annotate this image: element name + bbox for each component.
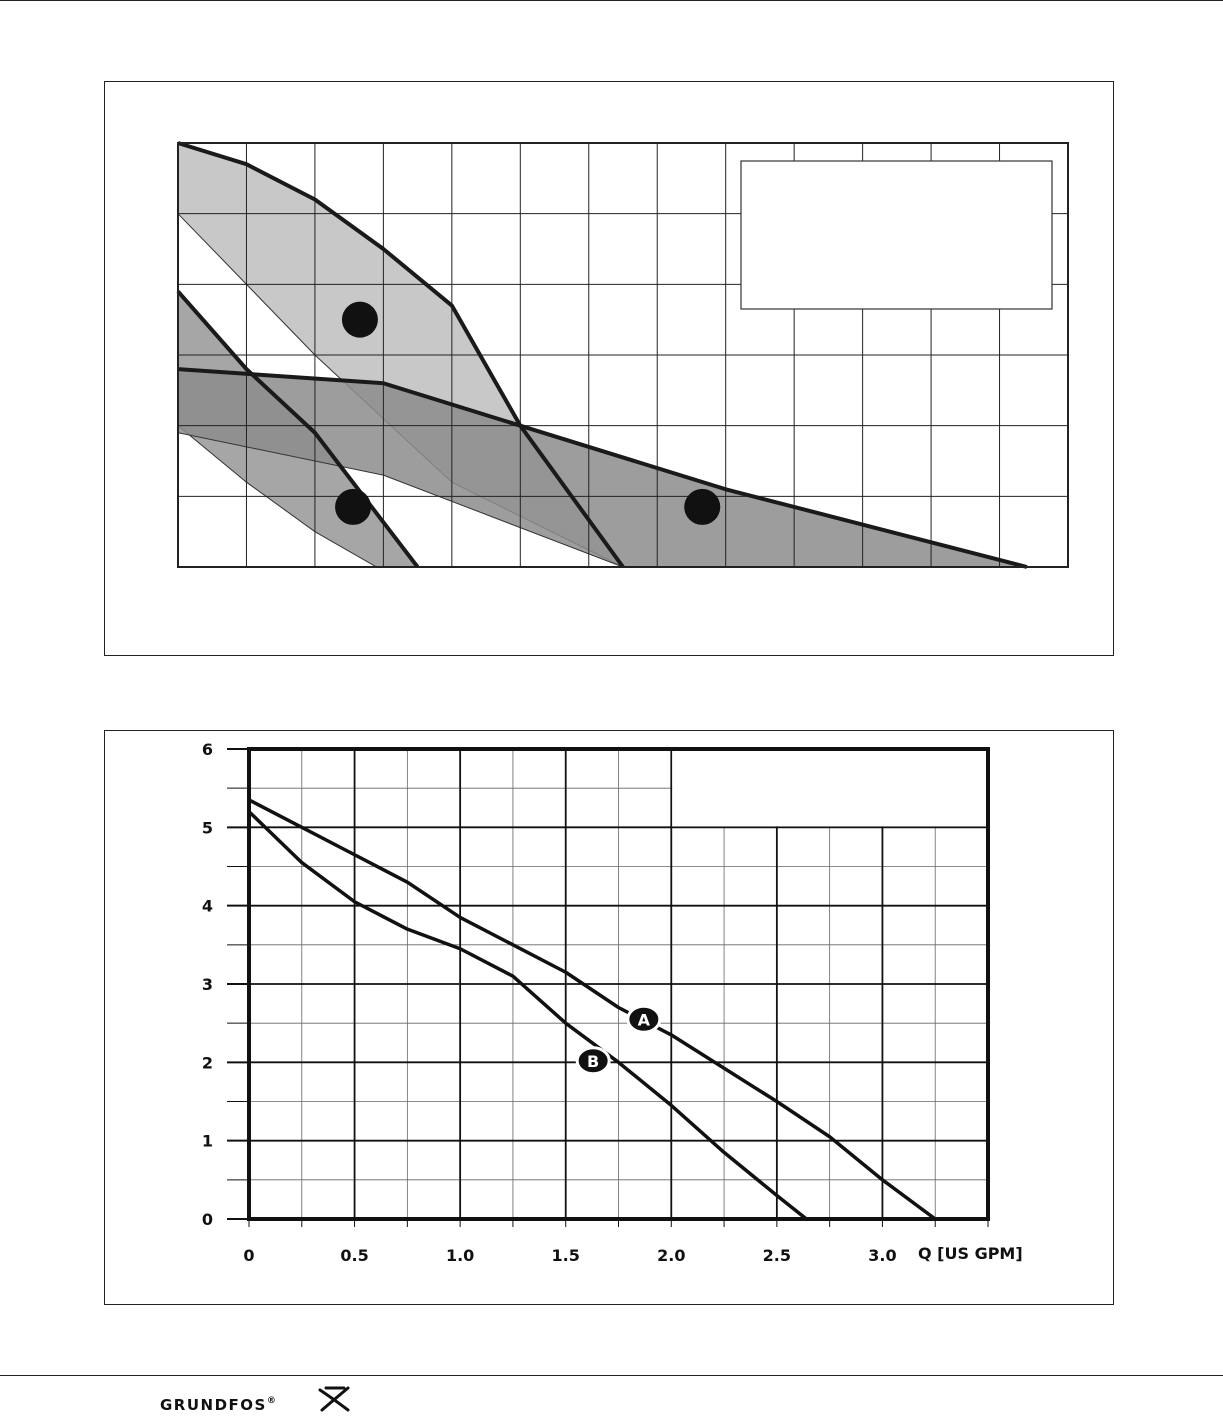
series-badge-label-B: B — [587, 1051, 600, 1071]
x-tick-label: 2.5 — [762, 1246, 792, 1265]
x-tick-label: 1.0 — [445, 1246, 475, 1265]
marker-2 — [684, 489, 720, 525]
y-tick-label: 1 — [201, 1131, 213, 1151]
grundfos-logo-icon: ® — [266, 1396, 278, 1406]
logo-text: GRUNDFOS — [160, 1396, 267, 1414]
x-tick-label: 1.5 — [551, 1246, 580, 1265]
x-tick-label: 2.0 — [657, 1246, 686, 1265]
series-line-B — [249, 812, 806, 1219]
marker-1 — [335, 489, 371, 525]
y-tick-label: 3 — [201, 975, 213, 994]
y-tick-label: 0 — [201, 1210, 213, 1229]
grundfos-x-mark-icon — [318, 1386, 352, 1412]
top-chart — [178, 143, 1068, 567]
y-tick-label: 2 — [201, 1053, 213, 1073]
series-badge-label-A: A — [637, 1010, 651, 1030]
blank-area — [672, 751, 986, 826]
y-tick-label: 4 — [201, 896, 213, 916]
marker-0 — [342, 302, 378, 338]
x-unit-label: Q [US GPM] — [918, 1244, 1023, 1263]
legend-box — [741, 161, 1052, 309]
series-line-A — [249, 800, 935, 1219]
y-tick-label: 5 — [201, 818, 213, 838]
bottom-chart — [202, 740, 1023, 1265]
grundfos-logo — [160, 1396, 277, 1414]
x-tick-label: 0 — [243, 1246, 255, 1265]
x-tick-label: 3.0 — [868, 1246, 897, 1265]
x-tick-label: 0.5 — [340, 1246, 369, 1265]
y-tick-label: 6 — [201, 740, 213, 759]
